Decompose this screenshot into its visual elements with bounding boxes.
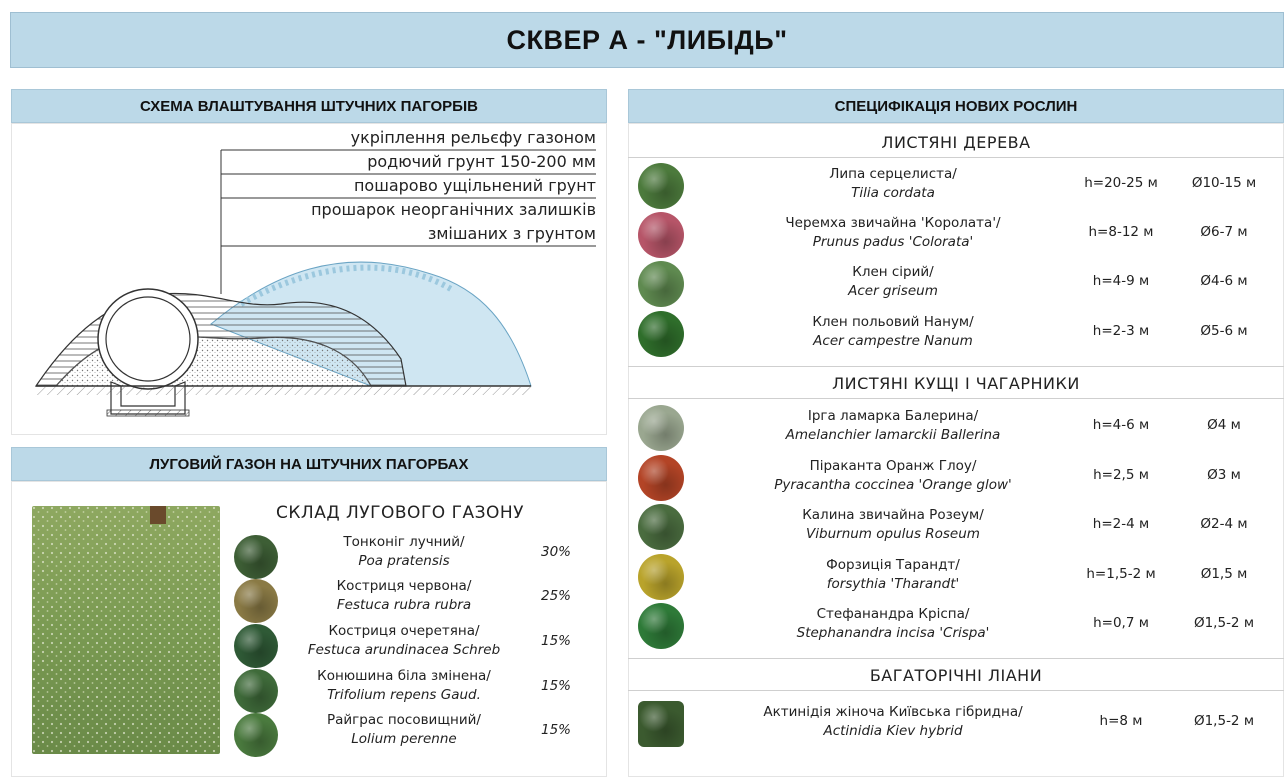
grass-name: Конюшина біла змінена/: [317, 668, 491, 684]
plant-thumbnail: [638, 455, 684, 501]
grass-thumbnail: [234, 624, 278, 668]
plant-latin: Tilia cordata: [851, 185, 935, 201]
grass-name: Костриця очеретяна/: [328, 623, 480, 639]
plant-thumbnail: [638, 261, 684, 307]
plant-name: Черемха звичайна 'Королата'/: [785, 215, 1001, 231]
plant-height: h=20-25 м: [1084, 175, 1158, 191]
plant-thumbnail: [638, 554, 684, 600]
plant-height: h=8 м: [1099, 713, 1143, 729]
grass-composition-title: СКЛАД ЛУГОВОГО ГАЗОНУ: [275, 503, 525, 523]
plant-height: h=4-9 м: [1092, 273, 1150, 289]
grass-percent: 25%: [540, 588, 571, 604]
grass-percent: 15%: [540, 678, 571, 694]
page-title: СКВЕР А - "ЛИБІДЬ": [506, 24, 788, 55]
grass-latin: Lolium perenne: [351, 731, 457, 747]
plant-thumbnail: [638, 405, 684, 451]
pipe-inner: [106, 297, 190, 381]
layer-label-soil: родючий грунт 150-200 мм: [367, 152, 596, 171]
grass-row: [232, 711, 582, 757]
grass-row: [232, 667, 582, 713]
grass-thumbnail: [234, 669, 278, 713]
layer-label-mixed: змішаних з грунтом: [427, 224, 596, 243]
plant-row: [636, 453, 1276, 503]
plant-height: h=1,5-2 м: [1086, 566, 1156, 582]
plant-latin: Acer griseum: [848, 283, 938, 299]
plant-row: [636, 210, 1276, 260]
category-title-vines: БАГАТОРІЧНІ ЛІАНИ: [869, 665, 1043, 685]
plant-row: [636, 502, 1276, 552]
plant-diameter: Ø10-15 м: [1191, 175, 1257, 191]
grass-percent: 30%: [540, 544, 571, 560]
grass-thumbnail: [234, 579, 278, 623]
plant-diameter: Ø2-4 м: [1200, 516, 1248, 532]
plant-name: Актинідія жіноча Київська гібридна/: [763, 704, 1023, 720]
plant-height: h=0,7 м: [1093, 615, 1149, 631]
plant-name: Клен польовий Нанум/: [812, 314, 974, 330]
plant-row: [636, 699, 1276, 749]
plant-diameter: Ø4 м: [1207, 417, 1241, 433]
plant-latin: Acer campestre Nanum: [813, 333, 973, 349]
grass-row: [232, 533, 582, 579]
grass-thumbnail: [234, 713, 278, 757]
divider: [628, 658, 1284, 659]
plant-diameter: Ø4-6 м: [1200, 273, 1248, 289]
plant-diameter: Ø5-6 м: [1200, 323, 1248, 339]
grass-latin: Trifolium repens Gaud.: [327, 687, 481, 703]
plant-thumbnail: [638, 212, 684, 258]
plant-latin: Actinidia Kiev hybrid: [823, 723, 963, 739]
divider: [628, 366, 1284, 367]
spec-heading: СПЕЦИФІКАЦІЯ НОВИХ РОСЛИН: [834, 97, 1078, 115]
plant-thumbnail: [638, 701, 684, 747]
plant-latin: Viburnum opulus Roseum: [806, 526, 980, 542]
layer-label-inorganic: прошарок неорганічних залишків: [311, 200, 596, 219]
divider: [628, 690, 1284, 691]
plant-height: h=8-12 м: [1088, 224, 1154, 240]
grass-row: [232, 577, 582, 623]
plant-name: Клен сірий/: [852, 264, 934, 280]
plant-diameter: Ø6-7 м: [1200, 224, 1248, 240]
plant-thumbnail: [638, 603, 684, 649]
layer-labels: [220, 128, 596, 258]
plant-row: [636, 309, 1276, 359]
plant-row: [636, 259, 1276, 309]
plant-row: [636, 552, 1276, 602]
plant-latin: Amelanchier lamarckii Ballerina: [785, 427, 1001, 443]
plant-height: h=2-3 м: [1092, 323, 1150, 339]
scheme-heading: СХЕМА ВЛАШТУВАННЯ ШТУЧНИХ ПАГОРБІВ: [140, 97, 478, 115]
plant-diameter: Ø3 м: [1207, 467, 1241, 483]
plant-thumbnail: [638, 504, 684, 550]
plant-row: [636, 601, 1276, 651]
plant-height: h=2,5 м: [1093, 467, 1149, 483]
grass-name: Тонконіг лучний/: [343, 534, 465, 550]
scheme-heading-bar: [11, 89, 607, 123]
grass-percent: 15%: [540, 722, 571, 738]
spec-heading-bar: [628, 89, 1284, 123]
plant-row: [636, 161, 1276, 211]
divider: [628, 157, 1284, 158]
grass-row: [232, 622, 582, 668]
plant-thumbnail: [638, 311, 684, 357]
plant-thumbnail: [638, 163, 684, 209]
plant-diameter: Ø1,5 м: [1200, 566, 1248, 582]
layer-label-compacted: пошарово ущільнений грунт: [353, 176, 596, 195]
plant-name: Форзиція Тарандт/: [826, 557, 960, 573]
grass-name: Костриця червона/: [336, 578, 472, 594]
plant-latin: Pyracantha coccinea 'Orange glow': [774, 477, 1012, 493]
plant-name: Ірга ламарка Балерина/: [807, 408, 979, 424]
divider: [628, 398, 1284, 399]
plant-latin: Stephanandra incisa 'Crispa': [796, 625, 990, 641]
plant-name: Стефанандра Кріспа/: [816, 606, 970, 622]
category-title-shrubs: ЛИСТЯНІ КУЩІ І ЧАГАРНИКИ: [832, 373, 1080, 393]
grass-thumbnail: [234, 535, 278, 579]
meadow-heading: ЛУГОВИЙ ГАЗОН НА ШТУЧНИХ ПАГОРБАХ: [149, 455, 469, 473]
plant-name: Піраканта Оранж Глоу/: [809, 458, 977, 474]
layer-label-turf: укріплення рельєфу газоном: [350, 128, 596, 147]
grass-percent: 15%: [540, 633, 571, 649]
grass-latin: Festuca rubra rubra: [336, 597, 472, 613]
category-title-trees: ЛИСТЯНІ ДЕРЕВА: [881, 132, 1031, 152]
plant-latin: Prunus padus 'Colorata': [812, 234, 974, 250]
plant-name: Калина звичайна Розеум/: [802, 507, 984, 523]
plant-diameter: Ø1,5-2 м: [1193, 615, 1255, 631]
plant-height: h=4-6 м: [1092, 417, 1150, 433]
meadow-photo: [32, 506, 220, 754]
meadow-heading-bar: [11, 447, 607, 481]
plant-row: [636, 403, 1276, 453]
plant-height: h=2-4 м: [1092, 516, 1150, 532]
plant-name: Липа серцелиста/: [829, 166, 957, 182]
page-title-bar: [10, 12, 1284, 68]
grass-latin: Festuca arundinacea Schreb: [307, 642, 501, 658]
grass-name: Райграс посовищний/: [327, 712, 481, 728]
plant-latin: forsythia 'Tharandt': [826, 576, 960, 592]
grass-latin: Poa pratensis: [358, 553, 450, 569]
plant-diameter: Ø1,5-2 м: [1193, 713, 1255, 729]
